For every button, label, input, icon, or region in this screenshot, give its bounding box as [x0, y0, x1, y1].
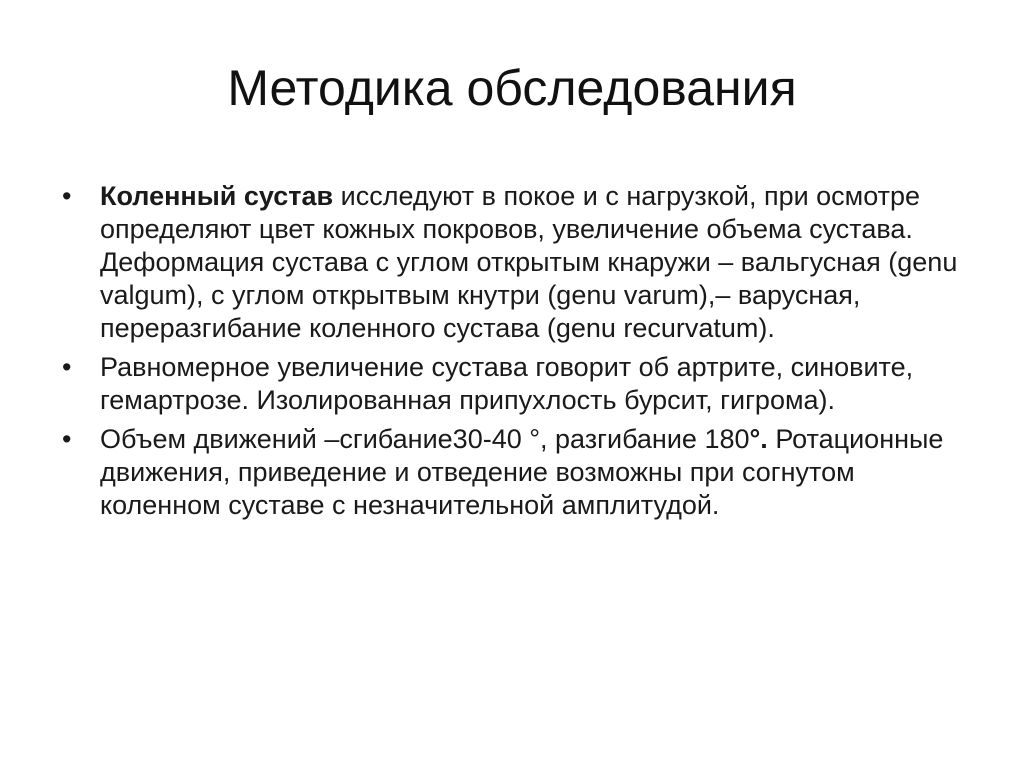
item-text: Равномерное увеличение сустава говорит об артрите, синовите, гемартрозе. Изолированная припухлость бурсит, гигрома). — [100, 352, 914, 415]
item-bold-term: Коленный сустав — [100, 181, 334, 211]
bullet-list — [60, 180, 960, 528]
bullet-icon: • — [62, 424, 72, 454]
list-item — [60, 180, 960, 345]
bullet-icon: • — [62, 181, 72, 211]
item-text: исследуют в покое и с нагрузкой, при осмотре определяют цвет кожных покровов, увеличение объема сустава. Деформация сустава с углом открытым кнаружи – вальгусная (genu valgum), с углом открытвым кнутри (genu varum),– варусная, переразгибание коленного сустава (genu recurvatum). — [100, 181, 958, 343]
item-bold-degree: °. — [749, 424, 768, 454]
item-text: Объем движений –сгибание30-40 °, разгибание 180 — [100, 424, 750, 454]
list-item — [60, 351, 960, 417]
slide-title: Методика обследования — [227, 60, 797, 116]
item-text-after: Ротационные движения, приведение и отведение возможны при согнутом коленном суставе с незначительной амплитудой. — [100, 424, 944, 520]
list-item — [60, 423, 960, 522]
bullet-icon: • — [62, 352, 72, 382]
